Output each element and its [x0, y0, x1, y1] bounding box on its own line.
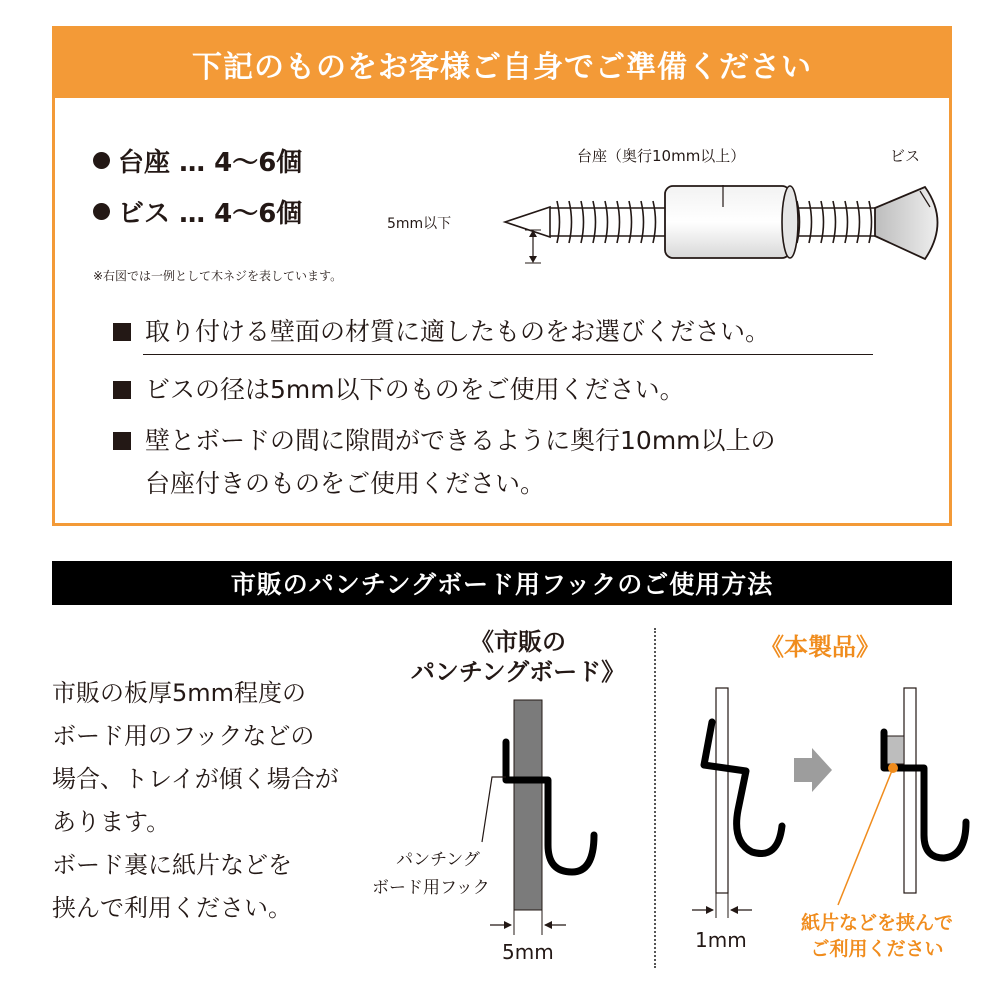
description-line: 市販の板厚5mm程度の: [52, 679, 307, 707]
description-line: ボード裏に紙片などを: [52, 851, 292, 879]
paper-note-line: ご利用ください: [810, 938, 944, 960]
description-line: あります。: [52, 808, 171, 836]
product-thickness-label: 1mm: [695, 928, 747, 952]
description-line: 挟んで利用ください。: [52, 894, 292, 922]
preparation-header: 下記のものをお客様ご自身でご準備ください: [55, 29, 949, 98]
commercial-thickness-label: 5mm: [502, 940, 554, 964]
paper-note: [792, 910, 962, 962]
paper-note-line: 紙片などを挟んで: [800, 912, 953, 934]
title-line: 《市販の: [470, 628, 566, 656]
commercial-board: [514, 700, 542, 910]
diagram-note: ※右図では一例として木ネジを表しています。: [93, 269, 343, 283]
bullet-text: ビスの径は5mm以下のものをご使用ください。: [145, 375, 685, 404]
title-line: パンチングボード》: [410, 658, 626, 686]
hook-label-line: パンチング: [396, 850, 480, 870]
thin-board-after: [904, 688, 916, 893]
usage-header: 市販のパンチングボード用フックのご使用方法: [52, 561, 952, 605]
arrow-right-icon: [794, 748, 832, 792]
thin-board-before: [716, 688, 728, 893]
hook-label: [393, 847, 483, 873]
item-separator: …: [170, 199, 215, 229]
screw-label: ビス: [890, 147, 921, 165]
description-line: ボード用のフックなどの: [52, 722, 315, 750]
item-quantity: 4～6個: [214, 148, 303, 178]
bullet-text: 台座付きのものをご使用ください。: [145, 469, 546, 498]
hook-label-line2: ボード用フック: [372, 878, 490, 898]
item-label: 台座: [118, 148, 171, 178]
item-separator: …: [170, 148, 215, 178]
item-label: ビス: [118, 199, 171, 229]
base-depth-label: 台座（奥行10mm以上）: [577, 147, 746, 165]
product-title: 《本製品》: [760, 633, 880, 661]
bullet-text: 壁とボードの間に隙間ができるように奥行10mm以上の: [145, 426, 776, 455]
bullet-text: 取り付ける壁面の材質に適したものをお選びください。: [145, 317, 771, 346]
description-line: 場合、トレイが傾く場合が: [52, 765, 339, 793]
item-quantity: 4～6個: [214, 199, 303, 229]
diameter-label: 5mm以下: [387, 216, 452, 232]
paper-piece: [886, 736, 904, 764]
